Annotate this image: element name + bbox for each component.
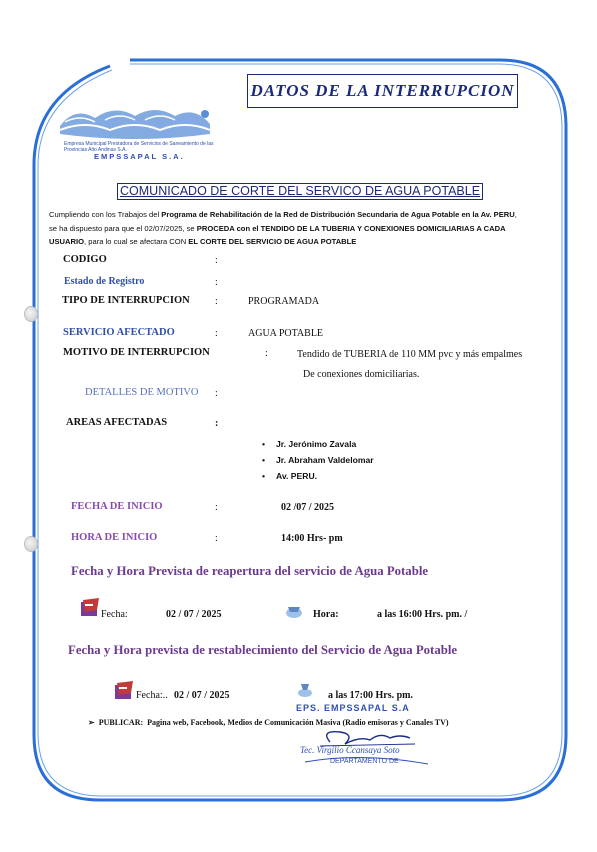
clock-icon — [296, 681, 314, 699]
tipo-colon: : — [215, 296, 218, 307]
company-logo — [55, 104, 215, 144]
area-item: • Av. PERU. — [262, 471, 317, 481]
stamp-dept: DEPARTAMENTO DE — [330, 758, 399, 765]
arrow-icon: ➢ — [88, 718, 95, 727]
tipo-value: PROGRAMADA — [248, 296, 320, 307]
restablecimiento-fecha-label: Fecha:.. — [136, 690, 168, 701]
restablecimiento-fecha-value: 02 / 07 / 2025 — [174, 690, 230, 701]
areas-label: AREAS AFECTADAS — [66, 417, 168, 428]
servicio-colon: : — [215, 328, 218, 339]
header-title-box — [247, 74, 518, 108]
fecha-inicio-colon: : — [215, 502, 218, 513]
servicio-label: SERVICIO AFECTADO — [63, 327, 175, 338]
binder-hole-bottom — [24, 536, 38, 552]
hora-inicio-label: HORA DE INICIO — [71, 532, 158, 543]
reapertura-fecha-label: Fecha: — [101, 609, 128, 620]
areas-colon: : — [215, 418, 219, 429]
hora-inicio-value: 14:00 Hrs- pm — [281, 533, 343, 544]
intro-part: , para lo cual se afectara CON — [84, 237, 189, 246]
reapertura-hora-value: a las 16:00 Hrs. pm. / — [377, 609, 468, 620]
intro-part-bold: EL CORTE DEL SERVICIO DE AGUA POTABLE — [188, 237, 357, 246]
notice-intro — [49, 208, 519, 249]
reapertura-hora-label: Hora: — [313, 609, 339, 620]
calendar-icon — [79, 598, 101, 618]
codigo-colon: : — [215, 255, 218, 266]
clock-icon — [284, 603, 304, 619]
notice-title: COMUNICADO DE CORTE DEL SERVICO DE AGUA POTABLE — [117, 183, 483, 200]
fecha-inicio-label: FECHA DE INICIO — [71, 501, 163, 512]
company-subtitle: Empresa Municipal Prestadora de Servicios de Saneamiento de las Provincias Alto Andinas S.A. — [64, 141, 214, 153]
detalles-label: DETALLES DE MOTIVO — [85, 387, 199, 398]
calendar-icon — [113, 681, 135, 701]
publicar-label: PUBLICAR: — [98, 718, 144, 727]
binder-hole-top — [24, 306, 38, 322]
intro-part-bold: PROCEDA con el TENDIDO DE LA TUBERIA Y CONEXIONES DOMICILIARIAS A CADA USUARIO — [49, 223, 506, 246]
restablecimiento-hora-value: a las 17:00 Hrs. pm. — [328, 690, 413, 701]
publicar-text: Pagina web, Facebook, Medios de Comunicación Masiva (Radio emisoras y Canales TV) — [147, 718, 449, 727]
fecha-inicio-value: 02 /07 / 2025 — [281, 502, 335, 513]
detalles-colon: : — [215, 388, 218, 399]
restablecimiento-heading: Fecha y Hora prevista de restablecimiento del Servicio de Agua Potable — [68, 643, 458, 657]
intro-part: Cumpliendo con los Trabajos del — [49, 210, 162, 219]
tipo-label: TIPO DE INTERRUPCION — [62, 295, 190, 306]
reapertura-heading: Fecha y Hora Prevista de reapertura del servicio de Agua Potable — [71, 564, 429, 578]
motivo-value-line2: De conexiones domiciliarias. — [303, 369, 420, 380]
hora-inicio-colon: : — [215, 533, 218, 544]
area-item: • Jr. Jerónimo Zavala — [262, 439, 356, 449]
motivo-value-line1: Tendido de TUBERIA de 110 MM pvc y más empalmes — [297, 349, 523, 360]
header-title: DATOS DE LA INTERRUPCION — [250, 81, 515, 100]
intro-part: , se ha dispuesto para que el 02/07/2025, se — [49, 210, 517, 233]
estado-label: Estado de Registro — [64, 276, 145, 287]
stamp-company: EPS. EMPSSAPAL S.A — [296, 703, 410, 713]
area-item: • Jr. Abraham Valdelomar — [262, 455, 374, 465]
reapertura-fecha-value: 02 / 07 / 2025 — [166, 609, 222, 620]
codigo-label: CODIGO — [63, 254, 107, 265]
intro-part-bold: Programa de Rehabilitación de la Red de Distribución Secundaria de Agua Potable en la Av. PERU — [161, 210, 515, 219]
estado-colon: : — [215, 277, 218, 288]
stamp-name: Tec. Virgilio Ccansaya Soto — [300, 745, 400, 755]
motivo-label: MOTIVO DE INTERRUPCION — [63, 347, 210, 358]
motivo-colon: : — [265, 348, 268, 359]
servicio-value: AGUA POTABLE — [248, 328, 324, 339]
company-name: EMPSSAPAL S.A. — [94, 152, 185, 161]
